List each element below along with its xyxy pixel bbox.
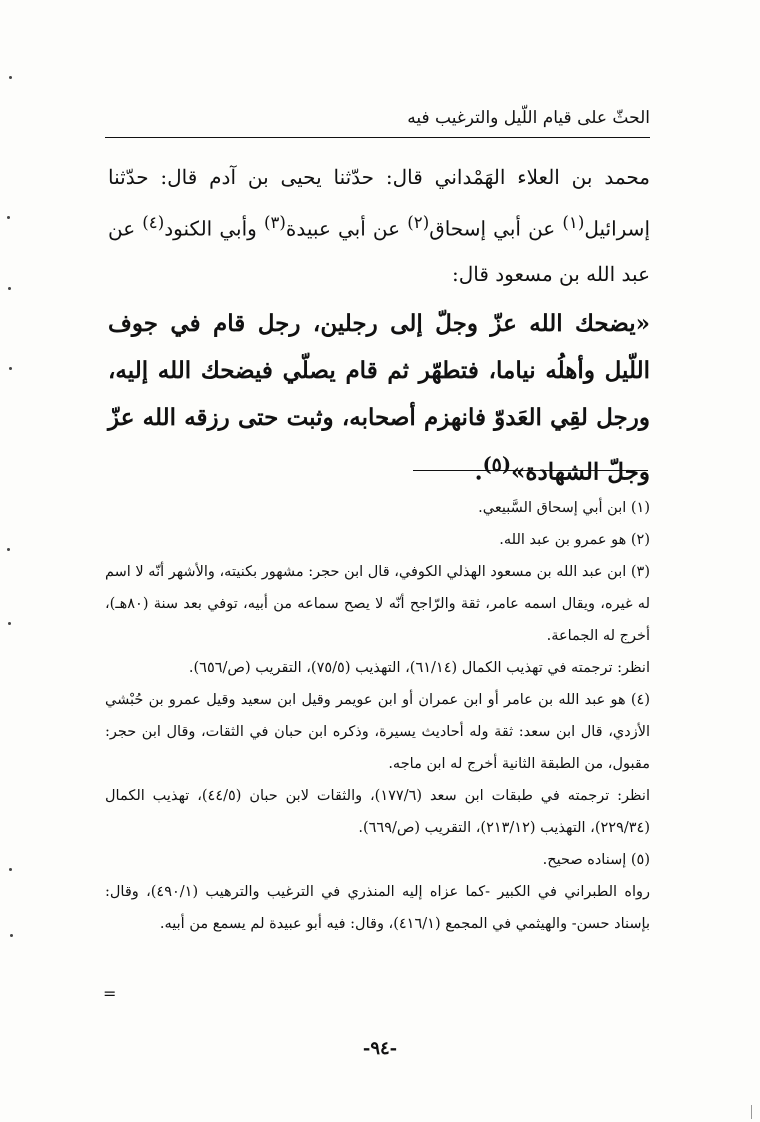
footnote-2: (٢) هو عمرو بن عبد الله. [499, 532, 650, 548]
hadith-end: . [474, 458, 483, 486]
scan-speck [8, 287, 11, 290]
header-rule [105, 137, 650, 138]
hadith-body: «يضحك الله عزّ وجلّ إلى رجلين، رجل قام في جوف اللّيل وأهلُه نياما، فتطهّر ثم قام يصلّي فيضحك الله إليه، ورجل لقِي العَدوّ فانهزم أصحابه، وثبت حتى رزقه الله عزّ وجلّ الشهادة» [108, 310, 650, 486]
scan-speck [9, 76, 12, 79]
footnote-4: (٤) هو عبد الله بن عامر أو ابن عمران أو ابن عويمر وقيل ابن سعيد وقيل عمرو بن حُبْشي الأزدي، قال ابن سعد: ثقة وله أحاديث يسيرة، وذكره ابن حبان في الثقات، وقال ابن حجر: مقبول، من الطبقة الثانية أخرج له ابن ماجه. [105, 692, 650, 772]
footnote-4-ref: انظر: ترجمته في طبقات ابن سعد (١٧٧/٦)، والثقات لابن حبان (٤٤/٥)، تهذيب الكمال (٢٢٩/٣٤)، التهذيب (٢١٣/١٢)، التقريب (ص/٦٦٩). [105, 788, 650, 836]
header-title: الحثّ على قيام اللّيل والترغيب فيه [407, 108, 650, 128]
scan-edge-mark [751, 1105, 752, 1119]
isnad-line2b: عن أبي عبيدة [285, 216, 408, 241]
footnote-ref-5: (٥) [482, 453, 512, 476]
continuation-mark: = [103, 984, 117, 1003]
footnote-separator [413, 470, 648, 471]
footnotes [105, 492, 650, 940]
isnad-line2a: عن أبي إسحاق [429, 216, 556, 241]
footnote-3: (٣) ابن عبد الله بن مسعود الهذلي الكوفي، قال ابن حجر: مشهور بكنيته، والأشهر أنّه لا اسم له غيره، ويقال اسمه عامر، ثقة والرّاجح أنّه لا يصح سماعه من أبيه، توفي بعد سنة (٨٠هـ)، أخرج له الجماعة. [104, 564, 650, 644]
scan-speck [9, 868, 12, 871]
scan-speck [7, 216, 10, 219]
footnote-1: (١) ابن أبي إسحاق السَّبيعي. [478, 500, 650, 516]
hadith-text [108, 300, 650, 496]
isnad-line2d: عن عبد الله بن مسعود قال: [108, 216, 650, 286]
scan-speck [8, 622, 11, 625]
footnote-ref-2: (٢) [407, 213, 430, 232]
isnad-paragraph [108, 155, 650, 297]
isnad-line1: محمد بن العلاء الهَمْداني قال: حدّثنا يحيى بن آدم قال: حدّثنا إسرائيل [108, 165, 651, 241]
page-number: -٩٤- [362, 1038, 398, 1059]
isnad-text [108, 155, 650, 297]
footnote-5-ref: رواه الطبراني في الكبير -كما عزاه إليه المنذري في الترغيب والترهيب (٤٩٠/١)، وقال: بإسناد حسن- والهيثمي في المجمع (٤١٦/١)، وقال: فيه أبو عبيدة لم يسمع من أبيه. [105, 884, 651, 932]
footnote-5: (٥) إسناده صحيح. [542, 852, 650, 868]
footnote-ref-3: (٣) [263, 213, 286, 232]
scan-speck [7, 548, 10, 551]
footnote-ref-4: (٤) [142, 213, 165, 232]
running-header [105, 104, 650, 132]
scan-speck [10, 934, 13, 937]
footnote-ref-1: (١) [562, 213, 585, 232]
isnad-line2c: وأبي الكنود [164, 216, 264, 241]
footnote-3-ref: انظر: ترجمته في تهذيب الكمال (٦١/١٤)، التهذيب (٧٥/٥)، التقريب (ص/٦٥٦). [188, 660, 650, 676]
scan-speck [9, 367, 12, 370]
